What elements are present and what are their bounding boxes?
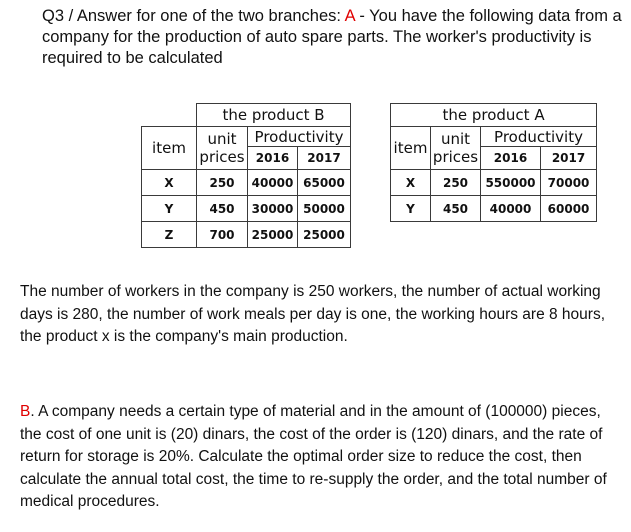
product-b-table — [141, 103, 351, 248]
unit-header-line1: unit — [207, 130, 237, 148]
product-a-table — [390, 103, 597, 222]
item-cell: Y — [142, 196, 197, 222]
value-2017-cell: 25000 — [298, 222, 351, 248]
workers-info-paragraph: The number of workers in the company is 250 workers, the number of actual working days is 280, the number of work meals per day is one, the working hours are 8 hours, the product x is the company's main production. — [20, 283, 605, 345]
branch-b-paragraph — [20, 401, 620, 514]
item-header: item — [142, 127, 197, 170]
value-2016-cell: 30000 — [248, 196, 298, 222]
unit-price-header — [197, 127, 248, 170]
table-row — [391, 170, 597, 196]
product-a-title: the product A — [391, 104, 597, 127]
unit-header-line2: prices — [199, 148, 245, 166]
branch-b-text: . A company needs a certain type of material and in the amount of (100000) pieces, the cost of one unit is (20) dinars, the cost of the order is (120) dinars, and the rate of return for storage is 20%. Calculate the optimal order size to reduce the cost, then calculate the annual total cost, the time to re-supply the order, and the total number of medical procedures. — [20, 403, 607, 510]
value-2017-cell: 65000 — [298, 170, 351, 196]
table-row — [142, 196, 351, 222]
price-cell: 700 — [197, 222, 248, 248]
table-row — [391, 196, 597, 222]
question-suffix: - You have the following data from a company for the production of auto spare parts. The worker's productivity is required to be calculated — [42, 7, 622, 67]
value-2017-cell: 70000 — [541, 170, 597, 196]
question-heading — [42, 6, 622, 69]
price-cell: 450 — [197, 196, 248, 222]
price-cell: 250 — [197, 170, 248, 196]
value-2017-cell: 50000 — [298, 196, 351, 222]
table-row — [142, 222, 351, 248]
question-prefix: Q3 / Answer for one of the two branches: — [42, 7, 345, 25]
item-cell: X — [391, 170, 431, 196]
price-cell: 450 — [431, 196, 481, 222]
branch-a-marker: A — [344, 7, 355, 25]
table-row — [142, 170, 351, 196]
value-2016-cell: 40000 — [248, 170, 298, 196]
year-2016-header: 2016 — [248, 147, 298, 170]
unit-price-header — [431, 127, 481, 170]
productivity-header: Productivity — [248, 127, 351, 147]
unit-header-line2: prices — [432, 148, 479, 166]
table-corner-blank — [142, 104, 197, 127]
year-2016-header: 2016 — [481, 147, 541, 170]
productivity-header: Productivity — [481, 127, 597, 147]
item-cell: X — [142, 170, 197, 196]
product-b-title: the product B — [197, 104, 351, 127]
value-2017-cell: 60000 — [541, 196, 597, 222]
unit-header-line1: unit — [440, 130, 471, 148]
value-2016-cell: 25000 — [248, 222, 298, 248]
year-2017-header: 2017 — [541, 147, 597, 170]
price-cell: 250 — [431, 170, 481, 196]
item-cell: Z — [142, 222, 197, 248]
item-header: item — [391, 127, 431, 170]
branch-b-marker: B — [20, 403, 31, 420]
item-cell: Y — [391, 196, 431, 222]
value-2016-cell: 40000 — [481, 196, 541, 222]
year-2017-header: 2017 — [298, 147, 351, 170]
value-2016-cell: 550000 — [481, 170, 541, 196]
